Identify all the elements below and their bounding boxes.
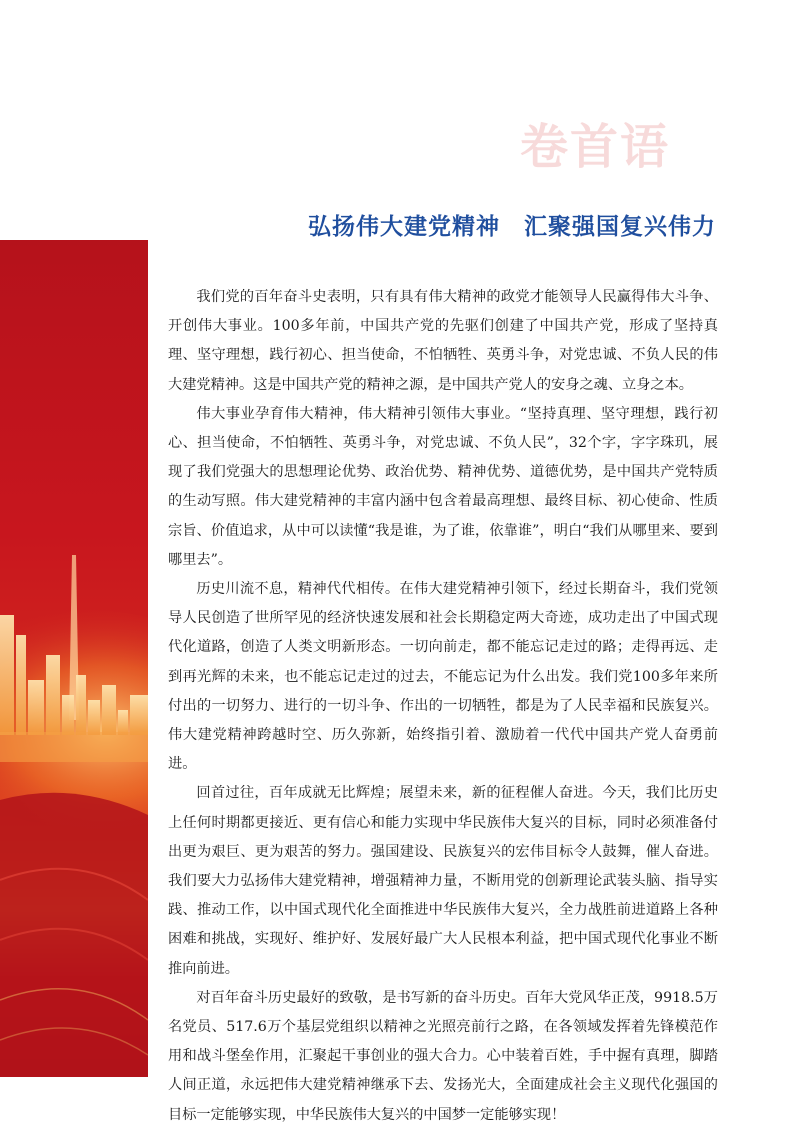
- decorative-city-banner: [0, 240, 148, 1077]
- section-watermark: 卷首语: [520, 119, 671, 175]
- city-skyline-illustration: [0, 240, 148, 1077]
- article-body: [168, 283, 718, 1130]
- paragraph-2: 伟大事业孕育伟大精神，伟大精神引领伟大事业。“坚持真理、坚守理想，践行初心、担当使命，不怕牺牲、英勇斗争，对党忠诚、不负人民”，32个字，字字珠玑，展现了我们党强大的思想理论优势、政治优势、精神优势、道德优势，是中国共产党特质的生动写照。伟大建党精神的丰富内涵中包含着最高理想、最终目标、初心使命、性质宗旨、价值追求，从中可以读懂“我是谁，为了谁，依靠谁”，明白“我们从哪里来、要到哪里去”。: [168, 405, 718, 568]
- paragraph-1: 我们党的百年奋斗史表明，只有具有伟大精神的政党才能领导人民赢得伟大斗争、开创伟大事业。100多年前，中国共产党的先驱们创建了中国共产党，形成了坚持真理、坚守理想，践行初心、担当使命，不怕牺牲、英勇斗争，对党忠诚、不负人民的伟大建党精神。这是中国共产党的精神之源，是中国共产党人的安身之魂、立身之本。: [168, 289, 718, 393]
- paragraph-3: 历史川流不息，精神代代相传。在伟大建党精神引领下，经过长期奋斗，我们党领导人民创造了世所罕见的经济快速发展和社会长期稳定两大奇迹，成功走出了中国式现代化道路，创造了人类文明新形态。一切向前走，都不能忘记走过的路；走得再远、走到再光辉的未来，也不能忘记走过的过去，不能忘记为什么出发。我们党100多年来所付出的一切努力、进行的一切斗争、作出的一切牺牲，都是为了人民幸福和民族复兴。伟大建党精神跨越时空、历久弥新，始终指引着、激励着一代代中国共产党人奋勇前进。: [168, 581, 718, 773]
- paragraph-5: 对百年奋斗历史最好的致敬，是书写新的奋斗历史。百年大党风华正茂，9918.5万名党员、517.6万个基层党组织以精神之光照亮前行之路，在各领域发挥着先锋模范作用和战斗堡垒作用，汇聚起干事创业的强大合力。心中装着百姓，手中握有真理，脚踏人间正道，永远把伟大建党精神继承下去、发扬光大，全面建成社会主义现代化强国的目标一定能够实现，中华民族伟大复兴的中国梦一定能够实现！: [168, 989, 718, 1123]
- page-title: 弘扬伟大建党精神 汇聚强国复兴伟力: [308, 214, 716, 240]
- paragraph-4: 回首过往，百年成就无比辉煌；展望未来，新的征程催人奋进。今天，我们比历史上任何时期都更接近、更有信心和能力实现中华民族伟大复兴的目标，同时必须准备付出更为艰巨、更为艰苦的努力。强国建设、民族复兴的宏伟目标令人鼓舞，催人奋进。我们要大力弘扬伟大建党精神，增强精神力量，不断用党的创新理论武装头脑、指导实践、推动工作，以中国式现代化全面推进中华民族伟大复兴，全力战胜前进道路上各种困难和挑战，实现好、维护好、发展好最广大人民根本利益，把中国式现代化事业不断推向前进。: [168, 785, 718, 977]
